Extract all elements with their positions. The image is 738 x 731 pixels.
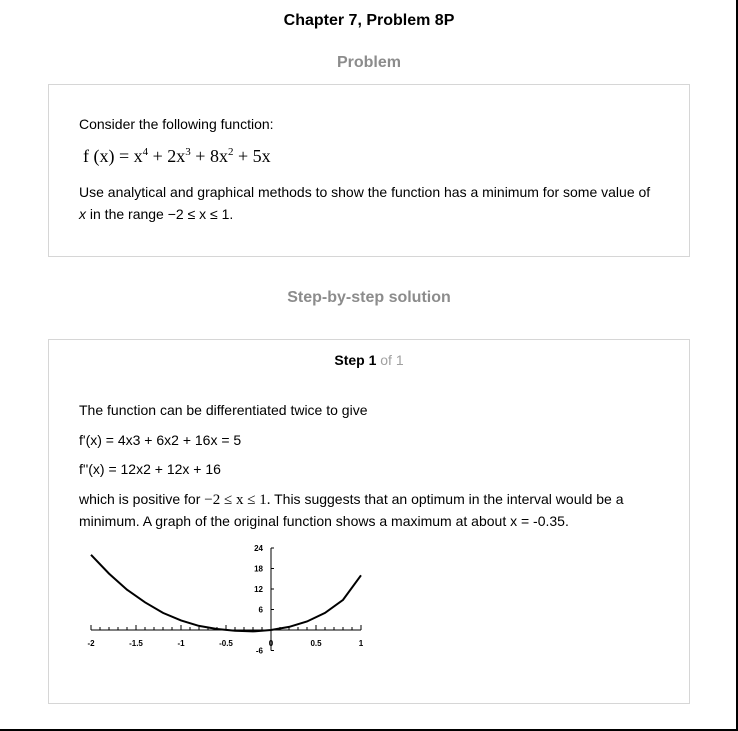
- x-tick-label: -2: [87, 639, 95, 648]
- var-x: x: [79, 206, 86, 222]
- step-of: of 1: [376, 352, 404, 368]
- x-tick-label: 0.5: [310, 639, 322, 648]
- problem-section-title: Problem: [336, 54, 401, 71]
- x-tick-label: 1: [358, 639, 364, 648]
- exp-2: 3: [185, 146, 191, 158]
- solution-box: [48, 339, 690, 704]
- series-line-fx: [91, 555, 361, 632]
- x-tick-label: -1: [177, 639, 185, 648]
- x-tick-label: 0: [268, 639, 274, 648]
- function-prefix: f (x) = x: [83, 146, 143, 166]
- problem-intro: Consider the following function:: [79, 116, 274, 132]
- solution-line-1: The function can be differentiated twice to give: [79, 402, 368, 418]
- function-chart: [79, 540, 379, 660]
- term-3: + 8x: [190, 146, 228, 166]
- step-label: Step 1: [334, 352, 377, 368]
- range-math: −2 ≤ x ≤ 1.: [204, 492, 271, 508]
- y-tick-label: 12: [254, 585, 263, 594]
- exp-1: 4: [142, 146, 149, 158]
- chart-axes: [91, 548, 361, 651]
- positive-for-text: which is positive for: [79, 491, 205, 507]
- step-header: [49, 352, 689, 368]
- range-text: in the range −2 ≤ x ≤ 1.: [86, 206, 234, 222]
- y-tick-label: 18: [254, 564, 263, 574]
- chart-labels: [87, 544, 363, 656]
- x-tick-label: -1.5: [129, 639, 143, 648]
- exp-3: 2: [227, 146, 234, 158]
- problem-line-2: [79, 203, 233, 225]
- solution-line-4: [79, 488, 624, 511]
- function-equation: [83, 145, 271, 167]
- problem-box: [48, 84, 690, 257]
- y-tick-label: 24: [254, 544, 263, 553]
- page-title: Chapter 7, Problem 8P: [283, 12, 455, 29]
- chart-ticks: [91, 548, 361, 651]
- first-derivative: f'(x) = 4x3 + 6x2 + 16x = 5: [79, 432, 242, 448]
- optimum-text: This suggests that an optimum in the interval would be a: [270, 491, 624, 507]
- problem-line-1: Use analytical and graphical methods to show the function has a minimum for some value of: [79, 184, 651, 200]
- second-derivative: f''(x) = 12x2 + 12x + 16: [79, 461, 221, 477]
- solution-line-5: minimum. A graph of the original function shows a maximum at about x = -0.35.: [79, 513, 569, 529]
- solution-section-title: Step-by-step solution: [287, 289, 451, 306]
- x-tick-label: -0.5: [219, 639, 233, 648]
- term-4: + 5x: [233, 146, 271, 166]
- y-tick-label: -6: [255, 646, 263, 656]
- y-tick-label: 6: [258, 605, 263, 615]
- term-2: + 2x: [148, 146, 186, 166]
